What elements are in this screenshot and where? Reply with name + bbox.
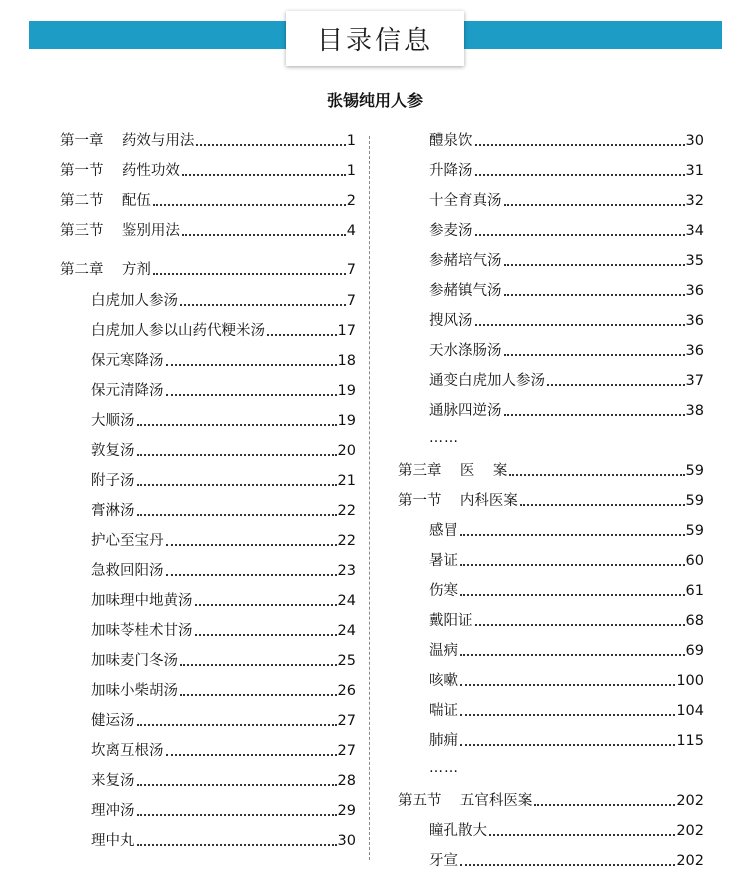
toc-entry: [60, 648, 356, 670]
toc-page-number: 18: [337, 353, 356, 369]
toc-dot-leader: [460, 714, 675, 716]
toc-entry: [398, 398, 704, 420]
toc-entry-label: 十全育真汤: [429, 193, 502, 209]
toc-entry: [60, 588, 356, 610]
toc-entry-label: 第三节 鉴别用法: [60, 223, 180, 239]
toc-dot-leader: [182, 234, 346, 236]
toc-entry-label: 喘证: [429, 703, 458, 719]
toc-entry: [398, 158, 704, 180]
toc-entry-label: 第二章 方剂: [60, 262, 151, 278]
toc-entry: [398, 188, 704, 210]
toc-dot-leader: [509, 474, 684, 476]
toc-entry-label: 敦复汤: [91, 443, 135, 459]
toc-page-number: 38: [685, 403, 704, 419]
toc-page-number: 19: [337, 383, 356, 399]
toc-entry: [60, 438, 356, 460]
toc-dot-leader: [267, 334, 337, 336]
toc-page-number: 23: [337, 563, 356, 579]
toc-entry-label: 保元清降汤: [91, 383, 164, 399]
toc-entry: [60, 348, 356, 370]
toc-page-number: 59: [685, 493, 704, 509]
toc-entry: [60, 288, 356, 310]
toc-page-number: 31: [685, 163, 704, 179]
column-divider: [369, 136, 370, 860]
toc-entry: [60, 128, 356, 150]
toc-page-number: 22: [337, 533, 356, 549]
toc-entry: [398, 638, 704, 660]
toc-page-number: 26: [337, 683, 356, 699]
toc-entry-label: 天水涤肠汤: [429, 343, 502, 359]
toc-page-number: 20: [337, 443, 356, 459]
toc-page-number: 61: [685, 583, 704, 599]
toc-entry: [398, 578, 704, 600]
toc-dot-leader: [504, 294, 685, 296]
toc-entry-label: 暑证: [429, 553, 458, 569]
toc-entry: [60, 498, 356, 520]
toc-dot-leader: [547, 384, 685, 386]
toc-dot-leader: [460, 864, 675, 866]
toc-entry-label: 大顺汤: [91, 413, 135, 429]
toc-entry-label: 加味苓桂术甘汤: [91, 623, 193, 639]
toc-entry: [398, 668, 704, 690]
toc-page-number: 29: [337, 803, 356, 819]
toc-dot-leader: [504, 204, 685, 206]
toc-entry-label: 瞳孔散大: [429, 823, 487, 839]
toc-dot-leader: [196, 144, 345, 146]
toc-entry-label: 加味麦门冬汤: [91, 653, 178, 669]
toc-page-number: 24: [337, 593, 356, 609]
toc-entry: [398, 278, 704, 300]
toc-page-number: 25: [337, 653, 356, 669]
book-title: 张锡纯用人参: [326, 91, 423, 110]
toc-entry-label: 肺痈: [429, 733, 458, 749]
toc-dot-leader: [137, 814, 337, 816]
toc-dot-leader: [460, 534, 685, 536]
toc-page-number: 17: [337, 323, 356, 339]
toc-dot-leader: [460, 744, 675, 746]
toc-entry: [60, 468, 356, 490]
toc-entry: [398, 698, 704, 720]
toc-page-number: 36: [685, 343, 704, 359]
toc-ellipsis: ……: [429, 430, 459, 446]
toc-page-number: 24: [337, 623, 356, 639]
toc-dot-leader: [137, 454, 337, 456]
toc-entry: [60, 828, 356, 850]
toc-page-number: 28: [337, 773, 356, 789]
toc-dot-leader: [460, 594, 685, 596]
toc-entry: [398, 548, 704, 570]
toc-entry-label: 加味小柴胡汤: [91, 683, 178, 699]
toc-entry: [398, 338, 704, 360]
toc-page-number: 4: [346, 223, 356, 239]
toc-entry: [60, 768, 356, 790]
toc-entry-label: 咳嗽: [429, 673, 458, 689]
toc-entry: [60, 618, 356, 640]
toc-page-number: 34: [685, 223, 704, 239]
toc-page-number: 19: [337, 413, 356, 429]
toc-entry: [398, 458, 704, 480]
toc-entry-label: 来复汤: [91, 773, 135, 789]
toc-dot-leader: [475, 144, 685, 146]
toc-entry-label: 牙宣: [429, 853, 458, 869]
toc-dot-leader: [137, 724, 337, 726]
toc-dot-leader: [180, 304, 346, 306]
toc-entry-label: 醴泉饮: [429, 133, 473, 149]
toc-entry: [398, 608, 704, 630]
toc-entry: [60, 318, 356, 340]
toc-entry: [60, 708, 356, 730]
toc-dot-leader: [166, 364, 337, 366]
toc-dot-leader: [534, 804, 675, 806]
toc-dot-leader: [166, 754, 337, 756]
toc-entry-label: 第一节 内科医案: [398, 493, 518, 509]
toc-dot-leader: [166, 394, 337, 396]
toc-dot-leader: [137, 784, 337, 786]
toc-entry-label: 护心至宝丹: [91, 533, 164, 549]
toc-dot-leader: [504, 264, 685, 266]
toc-dot-leader: [180, 664, 337, 666]
toc-entry: [398, 248, 704, 270]
toc-dot-leader: [520, 504, 685, 506]
toc-entry: [398, 368, 704, 390]
toc-entry-label: 白虎加人参汤: [91, 293, 178, 309]
toc-page-number: 1: [346, 133, 356, 149]
toc-dot-leader: [166, 544, 337, 546]
toc-dot-leader: [504, 354, 685, 356]
toc-entry-label: 健运汤: [91, 713, 135, 729]
toc-entry-label: 通脉四逆汤: [429, 403, 502, 419]
toc-page-number: 59: [685, 523, 704, 539]
toc-entry-label: 参赭镇气汤: [429, 283, 502, 299]
toc-dot-leader: [137, 844, 337, 846]
toc-entry-label: 第一节 药性功效: [60, 163, 180, 179]
toc-dot-leader: [195, 634, 337, 636]
toc-dot-leader: [137, 424, 337, 426]
toc-entry: [60, 378, 356, 400]
toc-dot-leader: [475, 174, 685, 176]
toc-dot-leader: [182, 174, 346, 176]
toc-page-number: 202: [676, 793, 704, 809]
toc-page-number: 202: [676, 823, 704, 839]
toc-dot-leader: [180, 694, 337, 696]
toc-dot-leader: [460, 564, 685, 566]
toc-entry-label: 通变白虎加人参汤: [429, 373, 545, 389]
toc-dot-leader: [137, 514, 337, 516]
toc-entry-label: 保元寒降汤: [91, 353, 164, 369]
toc-page-number: 2: [346, 193, 356, 209]
toc-entry-label: 升降汤: [429, 163, 473, 179]
toc-page-number: 22: [337, 503, 356, 519]
banner-title: 目录信息: [286, 11, 464, 66]
toc-entry: [398, 218, 704, 240]
toc-entry-label: 坎离互根汤: [91, 743, 164, 759]
toc-entry: [398, 788, 704, 810]
toc-page-number: 7: [346, 262, 356, 278]
toc-page-number: 37: [685, 373, 704, 389]
toc-dot-leader: [137, 484, 337, 486]
toc-page-number: 69: [685, 643, 704, 659]
toc-page-number: 30: [685, 133, 704, 149]
toc-dot-leader: [475, 234, 685, 236]
toc-page-number: 30: [337, 833, 356, 849]
toc-entry-label: 白虎加人参以山药代粳米汤: [91, 323, 265, 339]
toc-entry-label: 第二节 配伍: [60, 193, 151, 209]
toc-page-number: 36: [685, 283, 704, 299]
toc-page-number: 27: [337, 743, 356, 759]
toc-entry-label: 膏淋汤: [91, 503, 135, 519]
toc-entry: [60, 408, 356, 430]
toc-page-number: 202: [676, 853, 704, 869]
toc-entry-label: 第一章 药效与用法: [60, 133, 195, 149]
toc-entry: [398, 818, 704, 840]
toc-dot-leader: [153, 273, 346, 275]
toc-page-number: 1: [346, 163, 356, 179]
toc-page-number: 36: [685, 313, 704, 329]
toc-page-number: 100: [676, 673, 704, 689]
toc-page-number: 68: [685, 613, 704, 629]
toc-entry: [60, 798, 356, 820]
toc-dot-leader: [166, 574, 337, 576]
toc-page-number: 104: [676, 703, 704, 719]
toc-entry-label: 戴阳证: [429, 613, 473, 629]
toc-entry-label: 加味理中地黄汤: [91, 593, 193, 609]
toc-entry: [398, 728, 704, 750]
toc-entry-label: 伤寒: [429, 583, 458, 599]
toc-entry-label: 参麦汤: [429, 223, 473, 239]
toc-entry-label: 理冲汤: [91, 803, 135, 819]
toc-entry-label: 温病: [429, 643, 458, 659]
toc-entry-label: 理中丸: [91, 833, 135, 849]
toc-entry: [60, 188, 356, 210]
toc-dot-leader: [475, 324, 685, 326]
toc-page-number: 21: [337, 473, 356, 489]
toc-entry: [398, 308, 704, 330]
toc-entry: [398, 848, 704, 870]
toc-dot-leader: [460, 654, 685, 656]
toc-dot-leader: [460, 684, 675, 686]
toc-entry-label: 第三章 医 案: [398, 463, 508, 479]
toc-entry: [60, 158, 356, 180]
toc-page-number: 115: [676, 733, 704, 749]
toc-page-number: 7: [346, 293, 356, 309]
toc-entry-label: 参赭培气汤: [429, 253, 502, 269]
toc-entry: [60, 218, 356, 240]
toc-dot-leader: [504, 414, 685, 416]
toc-entry: [60, 558, 356, 580]
toc-entry: [60, 678, 356, 700]
toc-entry: [60, 257, 356, 279]
toc-dot-leader: [489, 834, 675, 836]
toc-dot-leader: [475, 624, 685, 626]
toc-entry: [60, 738, 356, 760]
toc-entry-label: 第五节 五官科医案: [398, 793, 533, 809]
toc-ellipsis: ……: [429, 760, 459, 776]
toc-dot-leader: [195, 604, 337, 606]
toc-page-number: 27: [337, 713, 356, 729]
toc-entry: [398, 518, 704, 540]
toc-entry-label: 附子汤: [91, 473, 135, 489]
toc-page-number: 32: [685, 193, 704, 209]
toc-page-number: 35: [685, 253, 704, 269]
toc-page-number: 59: [685, 463, 704, 479]
toc-dot-leader: [153, 204, 346, 206]
toc-entry: [398, 128, 704, 150]
toc-entry-label: 感冒: [429, 523, 458, 539]
toc-entry: [398, 488, 704, 510]
toc-entry-label: 搜风汤: [429, 313, 473, 329]
toc-entry-label: 急救回阳汤: [91, 563, 164, 579]
toc-page-number: 60: [685, 553, 704, 569]
toc-entry: [60, 528, 356, 550]
